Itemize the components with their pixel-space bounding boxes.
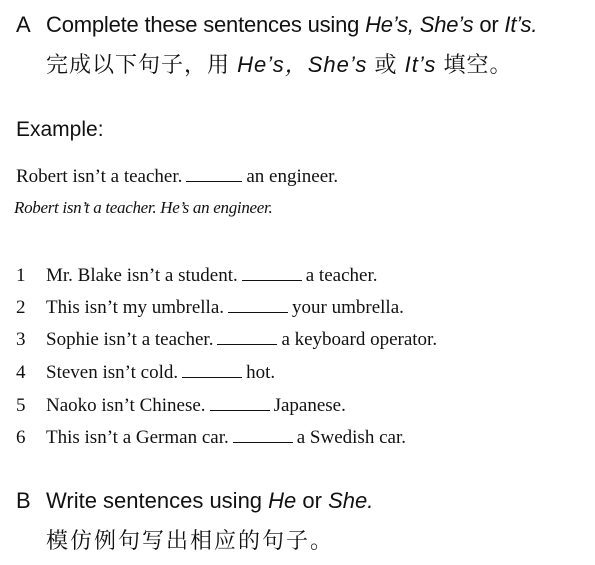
exercise-after: Japanese. xyxy=(273,395,346,416)
exercise-after: a keyboard operator. xyxy=(281,329,438,350)
section-a-chinese-instruction xyxy=(46,48,512,79)
exercise-number: 2 xyxy=(16,297,26,318)
cn-term-its: It’s xyxy=(404,52,437,77)
exercise-row xyxy=(16,362,275,384)
section-b-letter: B xyxy=(16,488,31,513)
exercise-before: Naoko isn’t Chinese. xyxy=(46,395,206,416)
exercise-row xyxy=(16,329,437,351)
term-shes: She’s xyxy=(413,12,474,37)
section-a-letter: A xyxy=(16,12,31,37)
exercise-blank xyxy=(228,311,288,313)
exercise-after: hot. xyxy=(246,362,276,383)
term-she: She. xyxy=(328,488,374,513)
exercise-row xyxy=(16,427,406,449)
exercise-blank xyxy=(182,376,242,378)
cn-or: 或 xyxy=(367,52,405,77)
exercise-before: Sophie isn’t a teacher. xyxy=(46,329,214,350)
example-prompt xyxy=(16,166,338,188)
cn-after: 填空。 xyxy=(436,52,513,77)
exercise-before: This isn’t a German car. xyxy=(46,427,229,448)
cn-text: 完成以下句子，用 xyxy=(46,52,238,77)
exercise-blank xyxy=(242,279,302,281)
example-label: Example: xyxy=(16,118,104,141)
instruction-text: Write sentences using xyxy=(46,488,269,513)
exercise-row xyxy=(16,265,377,287)
exercise-after: your umbrella. xyxy=(292,297,404,318)
example-blank xyxy=(186,180,242,182)
instruction-or: or xyxy=(473,12,505,37)
exercise-number: 4 xyxy=(16,362,26,383)
section-b-instruction xyxy=(46,488,373,514)
section-a-instruction xyxy=(46,12,537,38)
exercise-after: a teacher. xyxy=(305,265,378,286)
exercise-before: Mr. Blake isn’t a student. xyxy=(46,265,238,286)
exercise-row xyxy=(16,297,404,319)
example-answer-handwritten: Robert isn’t a teacher. He’s an engineer. xyxy=(14,198,273,217)
exercise-number: 1 xyxy=(16,265,26,286)
exercise-row xyxy=(16,395,346,417)
exercise-blank xyxy=(210,409,270,411)
instruction-or: or xyxy=(296,488,329,513)
exercise-before: Steven isn’t cold. xyxy=(46,362,179,383)
example-prompt-after: an engineer. xyxy=(246,166,339,187)
term-its: It’s. xyxy=(504,12,538,37)
exercise-blank xyxy=(217,343,277,345)
section-b-chinese-instruction: 模仿例句写出相应的句子。 xyxy=(46,528,335,553)
term-hes: He’s, xyxy=(365,12,414,37)
exercise-number: 6 xyxy=(16,427,26,448)
exercise-before: This isn’t my umbrella. xyxy=(46,297,225,318)
exercise-after: a Swedish car. xyxy=(296,427,406,448)
term-he: He xyxy=(268,488,297,513)
exercise-number: 5 xyxy=(16,395,26,416)
exercise-blank xyxy=(233,441,293,443)
instruction-text: Complete these sentences using xyxy=(46,12,366,37)
cn-term-shes: She’s xyxy=(307,52,368,77)
cn-term-hes: He’s， xyxy=(237,52,308,77)
example-prompt-before: Robert isn’t a teacher. xyxy=(16,166,183,187)
exercise-number: 3 xyxy=(16,329,26,350)
